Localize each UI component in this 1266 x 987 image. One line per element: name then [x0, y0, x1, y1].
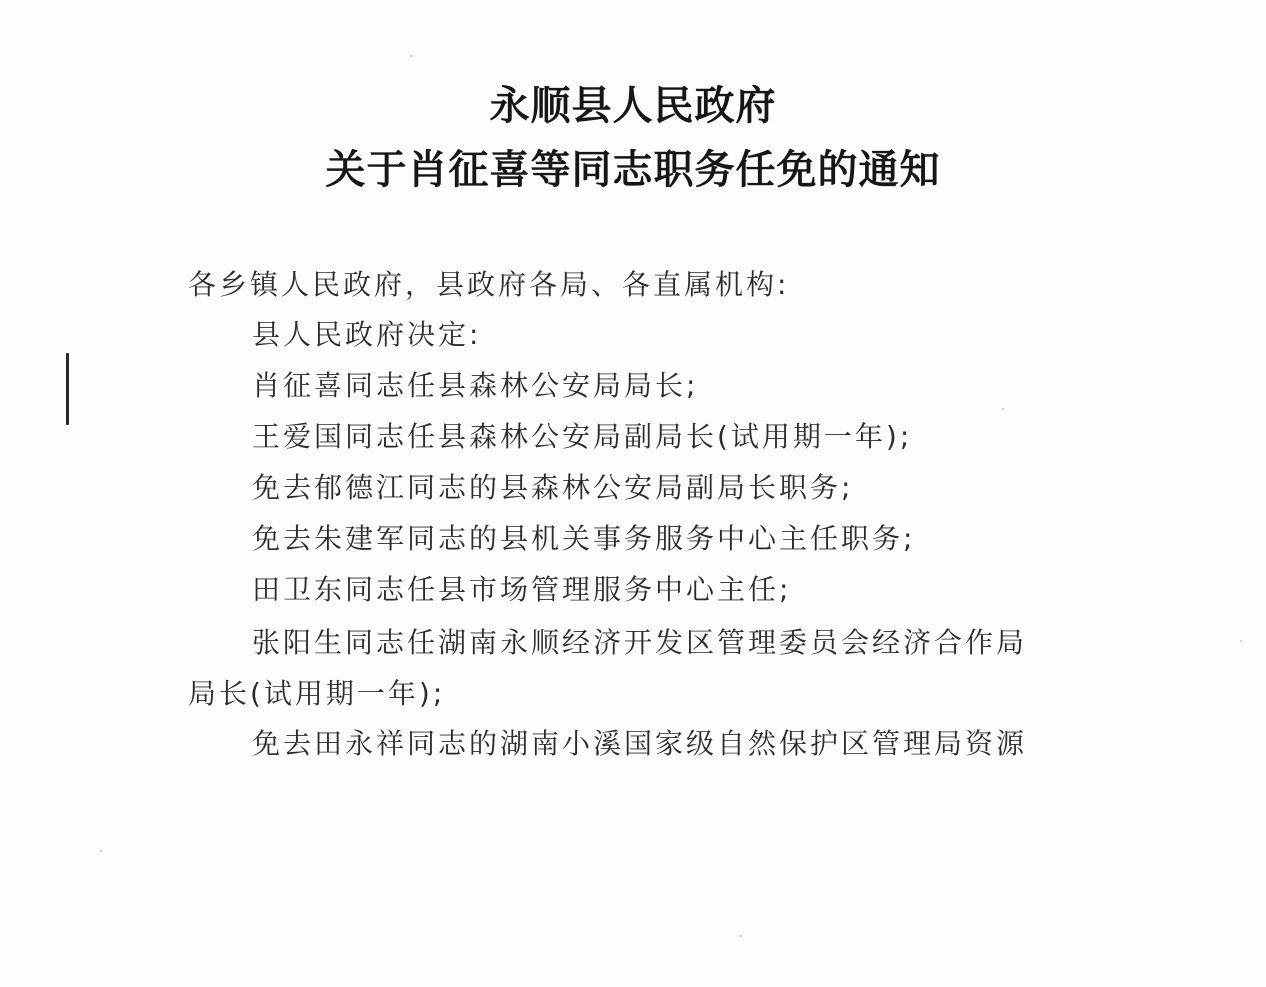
- body-line: 肖征喜同志任县森林公安局局长;: [252, 369, 699, 402]
- body-line: 王爱国同志任县森林公安局副局长(试用期一年);: [252, 420, 913, 453]
- document-title-line-2: 关于肖征喜等同志职务任免的通知: [325, 146, 941, 193]
- body-line: 张阳生同志任湖南永顺经济开发区管理委员会经济合作局: [252, 626, 1028, 659]
- scan-speck: [1240, 640, 1242, 642]
- body-line: 田卫东同志任县市场管理服务中心主任;: [252, 573, 792, 606]
- body-line: 县人民政府决定:: [252, 318, 482, 351]
- body-line: 免去田永祥同志的湖南小溪国家级自然保护区管理局资源: [252, 727, 1028, 760]
- scan-speck: [100, 850, 102, 852]
- document-title-line-1: 永顺县人民政府: [489, 82, 777, 129]
- scan-speck: [1002, 408, 1004, 410]
- body-line: 免去郁德江同志的县森林公安局副局长职务;: [252, 471, 854, 504]
- body-line-continuation: 局长(试用期一年);: [188, 677, 446, 710]
- scan-margin-mark: [66, 353, 69, 425]
- body-line: 免去朱建军同志的县机关事务服务中心主任职务;: [252, 522, 916, 555]
- scan-speck: [410, 55, 412, 57]
- salutation: 各乡镇人民政府，县政府各局、各直属机构:: [188, 268, 790, 301]
- scan-speck: [740, 935, 742, 937]
